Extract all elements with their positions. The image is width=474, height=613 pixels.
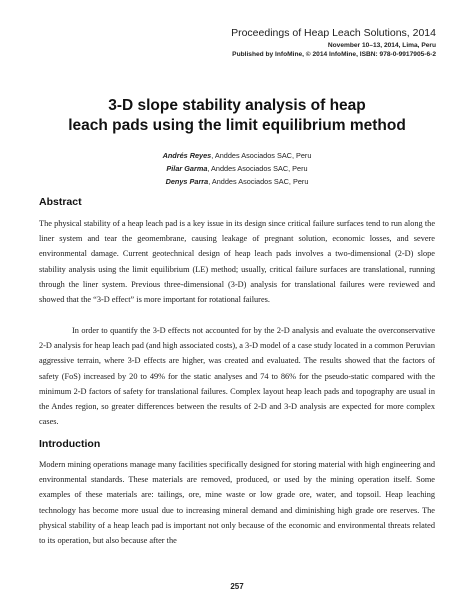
paper-title <box>40 96 434 136</box>
page-number: 257 <box>230 582 244 591</box>
running-header-publisher: Published by InfoMine, © 2014 InfoMine, ISBN: 978-0-9917905-6-2 <box>232 51 436 58</box>
abstract-paragraph-1: The physical stability of a heap leach pad is a key issue in its design since critical failure surfaces tend to run along the liner system and tear the geomembrane, causing leakage of pregnant solution, economic losses, and severe environmental damage. Current geotechnical design of heap leach pads involves a two-dimensional (2-D) slope stability analysis using the limit equilibrium (LE) method; usually, critical failure surfaces are translational, running through the liner system. Previous three-dimensional (3-D) analysis for translational failures were reviewed and showed that the “3-D effect” is more important for rotational failures. <box>39 219 435 305</box>
author-line <box>40 164 434 173</box>
author-affiliation: , Anddes Asociados SAC, Peru <box>208 177 309 186</box>
author-affiliation: , Anddes Asociados SAC, Peru <box>211 151 312 160</box>
paper-title-line-2: leach pads using the limit equilibrium method <box>68 117 406 134</box>
introduction-paragraph-1: Modern mining operations manage many facilities specifically designed for storing material with high engineering and environmental standards. These materials are removed, produced, or used by the mining operation itself. Some examples of these materials are: tailings, ore, mine waste or low grade ore, water, and topsoil. Heap leaching technology has become more usual due to increasing mineral demand and diminishing high grade ore reserves. The physical stability of a heap leach pad is important not only because of the economic and environmental threats related to its operation, but also because after the <box>39 460 435 546</box>
author-name: Pilar Garma <box>166 164 208 173</box>
author-line <box>40 177 434 186</box>
running-header-dates: November 10–13, 2014, Lima, Peru <box>327 42 436 49</box>
introduction-heading: Introduction <box>39 438 101 450</box>
author-name: Denys Parra <box>165 177 209 186</box>
paper-title-line-1: 3-D slope stability analysis of heap <box>108 97 366 114</box>
author-line <box>40 151 434 160</box>
running-header-proceedings: Proceedings of Heap Leach Solutions, 2014 <box>231 27 436 39</box>
abstract-heading: Abstract <box>39 196 82 208</box>
author-affiliation: , Anddes Asociados SAC, Peru <box>207 164 308 173</box>
author-name: Andrés Reyes <box>162 151 212 160</box>
abstract-paragraph-2: In order to quantify the 3-D effects not accounted for by the 2-D analysis and evaluate the overconservative 2-D analysis for heap leach pad (and high associated costs), a 3-D model of a case study located in a common Peruvian aggressive terrain, where 3-D effects are higher, was created and evaluated. The results showed that the factors of safety (FoS) increased by 20 to 49% for the static analyses and 74 to 86% for the pseudo-static compared with the minimum 2-D factors of safety for translational failures. Complex layout heap leach pads and topography are usual in the Andes region, so greater differences between the results of 2-D and 3-D analysis are expected for more complex cases. <box>39 326 435 427</box>
